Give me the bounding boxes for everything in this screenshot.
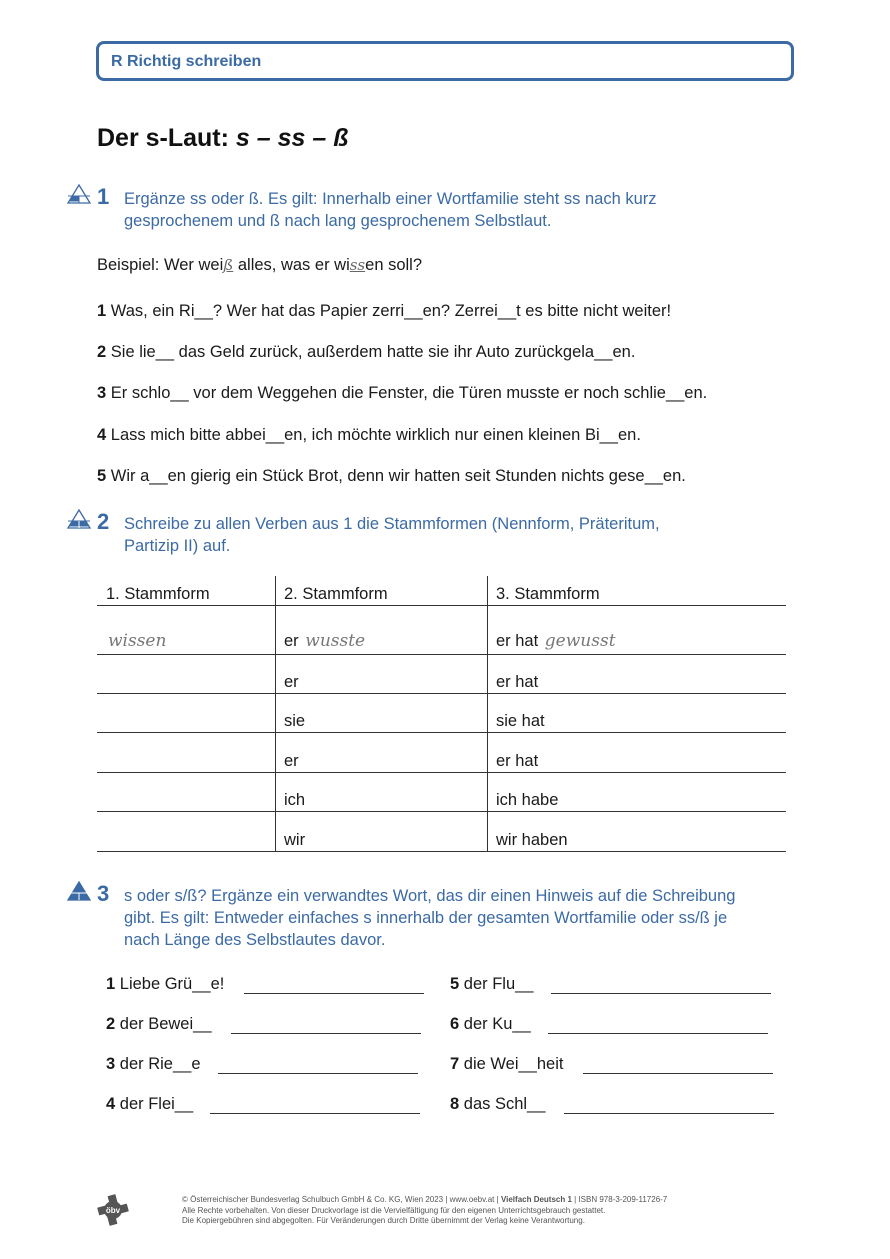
table-cell-empty[interactable]	[97, 773, 275, 811]
answer-line[interactable]	[551, 993, 771, 994]
exercise-2-number: 2	[97, 509, 110, 534]
example-preterite: wusste	[305, 631, 366, 651]
table-cell[interactable]: er	[275, 655, 487, 693]
table-cell[interactable]: er hat	[487, 733, 786, 772]
exercise-1-number: 1	[97, 184, 110, 209]
answer-line[interactable]	[210, 1113, 420, 1114]
footer-copyright	[182, 1195, 667, 1227]
sentence-4-text: Lass mich bitte abbei__en, ich möchte wirklich nur einen kleinen Bi__en.	[106, 426, 641, 444]
table-cell-empty[interactable]	[97, 655, 275, 693]
table-header-cell	[97, 576, 275, 605]
page-title-highlight: s – ss – ß	[235, 124, 349, 152]
table-cell[interactable]: er	[275, 733, 487, 772]
table-cell[interactable]: sie hat	[487, 694, 786, 732]
ex3-item-2: 2 der Bewei__	[106, 1015, 212, 1033]
table-cell-empty[interactable]	[97, 812, 275, 851]
ex3-item-8: 8 das Schl__	[450, 1095, 546, 1113]
table-cell-empty[interactable]	[97, 733, 275, 772]
sentence-4	[97, 426, 641, 445]
section-tag: R Richtig schreiben	[111, 53, 262, 70]
exercise-1-line-2: gesprochenem und ß nach lang gesprochenem Selbstlaut.	[124, 212, 552, 230]
example-infinitive: wissen	[108, 631, 167, 651]
sentence-5	[97, 467, 686, 486]
answer-line[interactable]	[218, 1073, 418, 1074]
exercise-3-line-1: s oder s/ß? Ergänze ein verwandtes Wort, das dir einen Hinweis auf die Schreibung	[124, 887, 736, 905]
exercise-3-line-2: gibt. Es gilt: Entweder einfaches s innerhalb der gesamten Wortfamilie oder ss/ß je	[124, 909, 728, 927]
table-row	[97, 694, 786, 733]
sentence-2-text: Sie lie__ das Geld zurück, außerdem hatte sie ihr Auto zurückgela__en.	[106, 343, 636, 361]
table-header-row	[97, 576, 786, 606]
example-part-2: alles, was er wi	[233, 256, 350, 274]
table-row	[97, 655, 786, 694]
ex3-item-1: 1 Liebe Grü__e!	[106, 975, 225, 993]
sentence-5-text: Wir a__en gierig ein Stück Brot, denn wir hatten seit Stunden nichts gese__en.	[106, 467, 686, 485]
sentence-1	[97, 302, 671, 321]
table-cell[interactable]: wir	[275, 812, 487, 851]
sentence-1-text: Was, ein Ri__? Wer hat das Papier zerri__en? Zerrei__t es bitte nicht weiter!	[106, 302, 672, 320]
ex3-item-4: 4 der Flei__	[106, 1095, 194, 1113]
footer-line-3: Die Kopiergebühren sind abgegolten. Für Veränderungen durch Dritte übernimmt der Verlag keine Verantwortung.	[182, 1216, 585, 1225]
answer-line[interactable]	[244, 993, 424, 994]
exercise-3-number: 3	[97, 881, 110, 906]
example-part-3: en soll?	[365, 256, 423, 274]
example-sentence	[97, 256, 422, 275]
answer-line[interactable]	[231, 1033, 421, 1034]
section-header-box	[96, 41, 794, 81]
sentence-3	[97, 384, 707, 403]
sentence-3-num: 3	[97, 384, 107, 402]
sentence-3-text: Er schlo__ vor dem Weggehen die Fenster, die Türen musste er noch schlie__en.	[106, 384, 708, 402]
table-cell[interactable]: er hat	[487, 655, 786, 693]
header-2: 2. Stammform	[284, 585, 388, 603]
table-row	[97, 733, 786, 773]
header-1: 1. Stammform	[106, 585, 210, 603]
exercise-3-instruction	[124, 885, 804, 951]
table-row	[97, 773, 786, 812]
table-cell	[275, 606, 487, 654]
exercise-2-line-1: Schreibe zu allen Verben aus 1 die Stammformen (Nennform, Präteritum,	[124, 515, 660, 533]
publisher-logo-text: öbv	[105, 1206, 121, 1215]
table-cell[interactable]: ich habe	[487, 773, 786, 811]
table-cell-empty[interactable]	[97, 694, 275, 732]
example-answer-2: ss	[349, 256, 366, 274]
example-participle: gewusst	[544, 631, 616, 651]
ex3-item-3: 3 der Rie__e	[106, 1055, 201, 1073]
sentence-2	[97, 343, 635, 362]
example-pronoun: er	[284, 632, 299, 650]
stem-forms-table	[97, 576, 786, 852]
exercise-1-instruction	[124, 188, 804, 232]
exercise-2-instruction	[124, 513, 804, 557]
exercise-3-line-3: nach Länge des Selbstlautes davor.	[124, 931, 386, 949]
exercise-2-line-2: Partizip II) auf.	[124, 537, 231, 555]
table-cell[interactable]: sie	[275, 694, 487, 732]
publisher-logo	[96, 1193, 130, 1227]
difficulty-level-3-icon	[67, 881, 91, 901]
ex3-item-5: 5 der Flu__	[450, 975, 534, 993]
page-title-prefix: Der s-Laut:	[97, 124, 236, 152]
example-answer-1: ß	[223, 256, 234, 274]
table-row	[97, 812, 786, 852]
table-header-cell	[487, 576, 786, 605]
ex3-item-6: 6 der Ku__	[450, 1015, 531, 1033]
difficulty-level-1-icon	[67, 184, 91, 204]
footer-line-2: Alle Rechte vorbehalten. Von dieser Druckvorlage ist die Vervielfältigung für den eigenen Unterrichtsgebrauch gestattet.	[182, 1205, 606, 1215]
exercise-1-line-1: Ergänze ss oder ß. Es gilt: Innerhalb einer Wortfamilie steht ss nach kurz	[124, 190, 657, 208]
table-cell	[97, 606, 275, 654]
ex3-item-7: 7 die Wei__heit	[450, 1055, 564, 1073]
answer-line[interactable]	[548, 1033, 768, 1034]
sentence-1-num: 1	[97, 302, 107, 320]
header-3: 3. Stammform	[496, 585, 600, 603]
table-cell[interactable]: ich	[275, 773, 487, 811]
difficulty-level-2-icon	[67, 509, 91, 529]
table-cell[interactable]: wir haben	[487, 812, 786, 851]
sentence-4-num: 4	[97, 426, 107, 444]
answer-line[interactable]	[564, 1113, 774, 1114]
table-cell	[487, 606, 786, 654]
example-aux: er hat	[496, 632, 539, 650]
footer-line-1: © Österreichischer Bundesverlag Schulbuch GmbH & Co. KG, Wien 2023 | www.oebv.at | Vielfach Deutsch 1 | ISBN 978-3-209-11726-7	[182, 1195, 668, 1204]
answer-line[interactable]	[583, 1073, 773, 1074]
example-part-1: Beispiel: Wer wei	[97, 256, 224, 274]
table-example-row	[97, 606, 786, 655]
table-header-cell	[275, 576, 487, 605]
page-title	[97, 124, 348, 153]
sentence-5-num: 5	[97, 467, 107, 485]
sentence-2-num: 2	[97, 343, 107, 361]
